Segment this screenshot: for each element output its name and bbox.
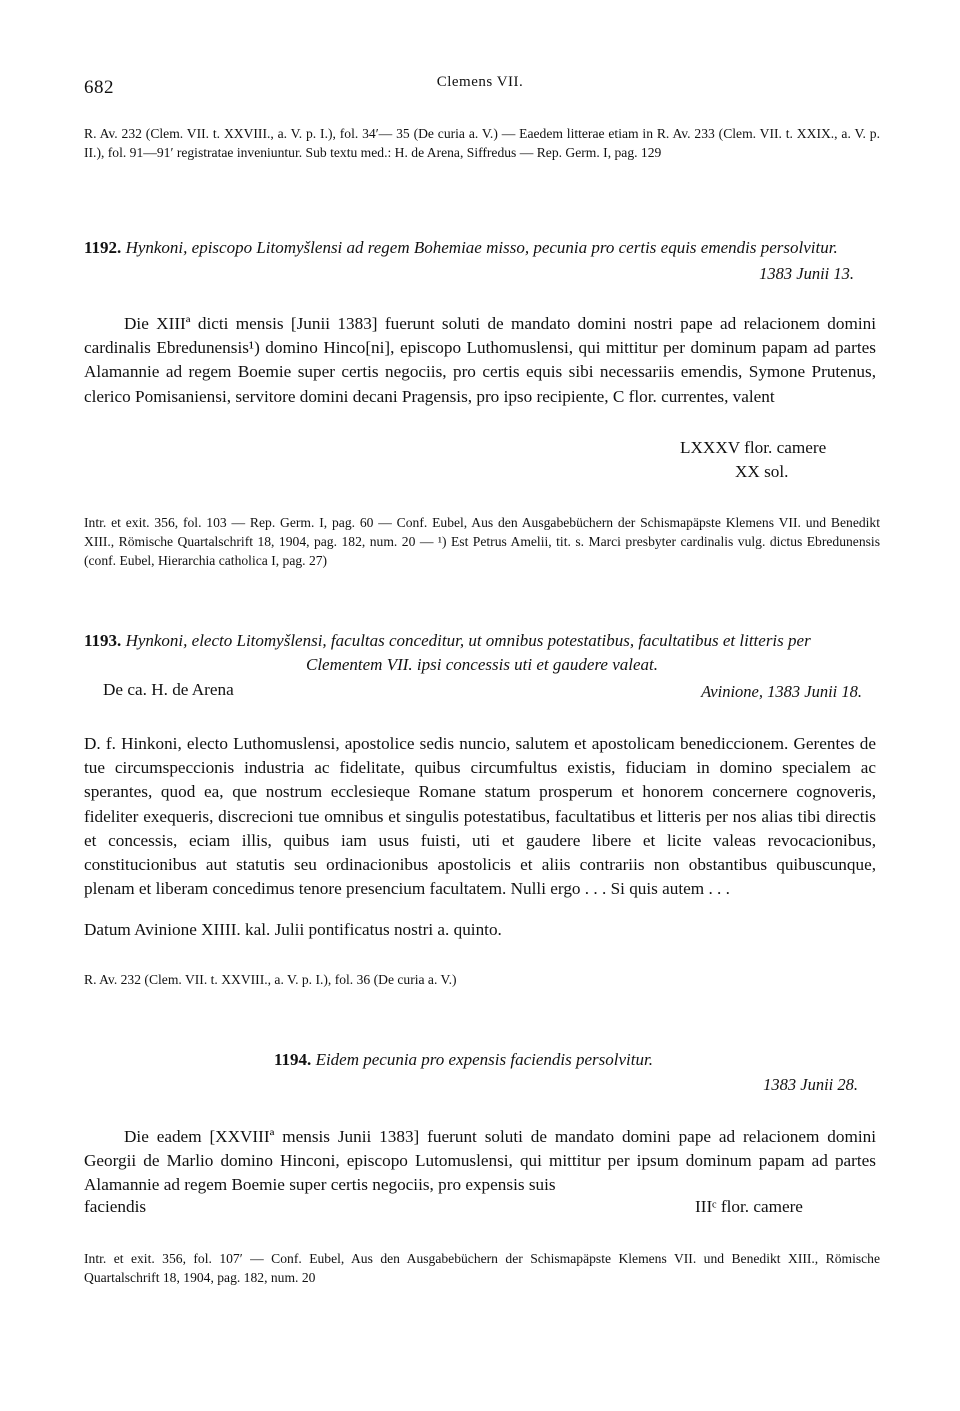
entry-1193-source: R. Av. 232 (Clem. VII. t. XXVIII., a. V. p. I.), fol. 36 (De curia a. V.) [84, 972, 457, 987]
entry-title: Eidem pecunia pro expensis faciendis persolvitur. [315, 1050, 653, 1069]
entry-1193-datum: Datum Avinione XIIII. kal. Julii pontificatus nostri a. quinto. [84, 920, 502, 939]
entry-1192-note: Intr. et exit. 356, fol. 103 — Rep. Germ. I, pag. 60 — Conf. Eubel, Aus den Ausgabebüchern der Schismapäpste Klemens VII. und Benedikt XIII., Römische Quartalschrift 18, 1904, pag. 182, num. 20 — ¹) Est Petrus Amelii, tit. s. Marci presbyter cardinalis vulg. dictus Ebredunensis (conf. Eubel, Hierarchia catholica I, pag. 27) [84, 515, 880, 568]
page-number: 682 [84, 77, 114, 98]
entry-1194-date: 1383 Junii 28. [763, 1075, 858, 1094]
entry-1192-amount-2: XX sol. [735, 462, 789, 481]
entry-1194-heading [274, 1048, 874, 1071]
entry-1192-date: 1383 Junii 13. [759, 264, 854, 283]
entry-1194-last-word: faciendis [84, 1197, 147, 1216]
entry-1193-heading [84, 629, 880, 652]
entry-1193-place-date: Avinione, 1383 Junii 18. [701, 682, 862, 701]
entry-1192-heading [84, 236, 880, 259]
source-note-1191: R. Av. 232 (Clem. VII. t. XXVIII., a. V. p. I.), fol. 34′— 35 (De curia a. V.) — Eaedem litterae etiam in R. Av. 233 (Clem. VII. t. XXIX., a. V. p. II.), fol. 91—91′ registratae inveniuntur. Sub textu med.: H. de Arena, Siffredus — Rep. Germ. I, pag. 129 [84, 126, 880, 160]
entry-1193-text: D. f. Hinkoni, electo Luthomuslensi, apostolice sedis nuncio, salutem et apostolicam benediccionem. Gerentes de tue circumspeccionis industria ac fidelitate, quibus circumfultus existis, fiduciam in domino specialem ac sperantes, quod ea, que nostrum ecclesieque Romane statum prosperum et honorem concernere cognoveris, fideliter exequeris, discrecioni tue omnibus et singulis potestatibus, facultatibus et litteris per nos alias tibi directis et concessis, eciam illis, quibus iam usus fuisti, uti et gaudere libere et licite valeas revocacionibus, constitucionibus aut statutis seu ordinacionibus apostolicis et aliis contrariis non obstantibus quibuscunque, plenam et liberam concedimus tenore presencium facultatem. Nulli ergo . . . Si quis autem . . . [84, 734, 876, 899]
entry-1194-text: Die eadem [XXVIIIª mensis Junii 1383] fuerunt soluti de mandato domini pape ad relacionem domini Georgii de Marlio domino Hinconi, episcopo Lutomuslensi, qui mittitur per ipsum dominum papam ad partes Alamannie ad regem Boemie super certis negociis, pro expensis suis [84, 1127, 876, 1195]
running-head: Clemens VII. [436, 74, 524, 90]
entry-title-line-1: Hynkoni, electo Litomyšlensi, facultas conceditur, ut omnibus potestatibus, facultatibus et litteris per [125, 631, 811, 650]
entry-number: 1192. [84, 238, 122, 257]
entry-1194-amount: IIIᶜ flor. camere [695, 1197, 803, 1216]
entry-1192-amount-1: LXXXV flor. camere [680, 438, 827, 457]
entry-1193-scribe: De ca. H. de Arena [103, 680, 234, 699]
entry-number: 1193. [84, 631, 122, 650]
entry-number: 1194. [274, 1050, 312, 1069]
entry-title: Hynkoni, episcopo Litomyšlensi ad regem Bohemiae misso, pecunia pro certis equis emendis persolvitur. [125, 238, 838, 257]
entry-title-line-2: Clementem VII. ipsi concessis uti et gaudere valeat. [305, 655, 659, 674]
entry-1192-text: Die XIIIª dicti mensis [Junii 1383] fuerunt soluti de mandato domini nostri pape ad relacionem domini cardinalis Ebredunensis¹) domino Hinco[ni], episcopo Luthomuslensi, qui mittitur per dominum papam ad partes Alamannie ad regem Boemie super certis negociis, pro certis equis sibi necessariis emendis, Symone Prutenus, clerico Pomisaniensi, servitore domini decani Pragensis, pro ipso recipiente, C flor. currentes, valent [84, 314, 876, 406]
entry-1193-heading-line-2 [84, 653, 880, 676]
entry-1194-note: Intr. et exit. 356, fol. 107′ — Conf. Eubel, Aus den Ausgabebüchern der Schismapäpste Klemens VII. und Benedikt XIII., Römische Quartalschrift 18, 1904, pag. 182, num. 20 [84, 1251, 880, 1285]
